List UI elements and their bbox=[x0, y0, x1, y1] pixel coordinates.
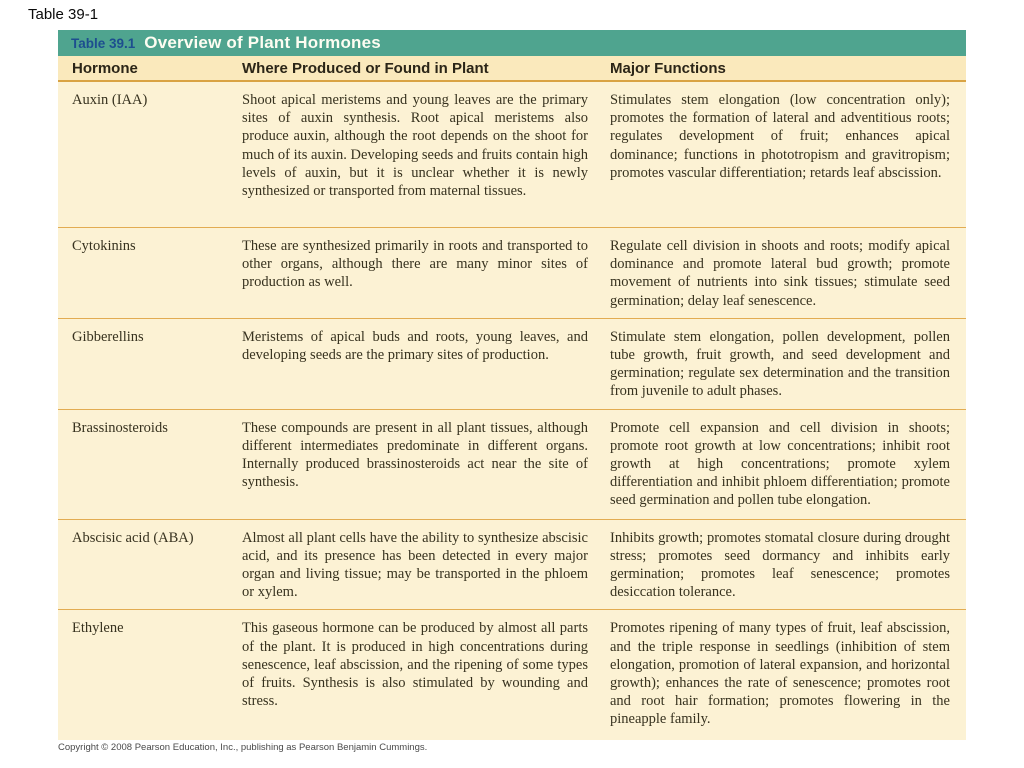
major-functions-cell: Promotes ripening of many types of fruit, leaf abscission, and the triple response in seedlings (inhibition of stem elongation, promotion of lateral expansion, and horizontal growth); enhances the rate of senescence; promotes root and root hair formation; promotes flowering in the pineapple family. bbox=[610, 620, 950, 728]
table-row-brassinosteroids bbox=[58, 410, 966, 520]
where-produced-cell: Shoot apical meristems and young leaves are the primary sites of auxin synthesis. Root apical meristems also produce auxin, although the root depends on the shoot for much of its auxin. Developing seeds and fruits contain high levels of auxin, but it is unclear whether it is newly synthesized or transported from maternal tissues. bbox=[242, 92, 588, 200]
copyright-notice: Copyright © 2008 Pearson Education, Inc., publishing as Pearson Benjamin Cummings. bbox=[58, 742, 428, 753]
where-produced-cell: These are synthesized primarily in roots and transported to other organs, although there are many minor sites of production as well. bbox=[242, 238, 588, 291]
where-produced-cell: This gaseous hormone can be produced by almost all parts of the plant. It is produced in high concentrations during senescence, leaf abscission, and the ripening of some types of fruits. Synthesis is also stimulated by wounding and stress. bbox=[242, 620, 588, 710]
table-row-gibberellins bbox=[58, 319, 966, 410]
table-row-auxin bbox=[58, 82, 966, 228]
table-title: Overview of Plant Hormones bbox=[144, 33, 381, 52]
major-functions-cell: Stimulate stem elongation, pollen development, pollen tube growth, fruit growth, and seed development and germination; regulate sex determination and the transition from juvenile to adult phases. bbox=[610, 328, 950, 400]
table-row-ethylene bbox=[58, 610, 966, 740]
column-headers-row bbox=[58, 56, 966, 82]
column-header-major-functions: Major Functions bbox=[610, 59, 726, 77]
hormone-name: Ethylene bbox=[72, 620, 124, 637]
hormone-name: Brassinosteroids bbox=[72, 419, 168, 436]
hormone-name: Gibberellins bbox=[72, 328, 144, 345]
slide-label: Table 39-1 bbox=[28, 6, 99, 23]
column-header-hormone: Hormone bbox=[72, 59, 138, 77]
where-produced-cell: Almost all plant cells have the ability to synthesize abscisic acid, and its presence has been detected in every major organ and living tissue; may be transported in the phloem or xylem. bbox=[242, 529, 588, 601]
hormone-name: Abscisic acid (ABA) bbox=[72, 529, 194, 546]
table-row-cytokinins bbox=[58, 228, 966, 319]
table-row-abscisic-acid bbox=[58, 520, 966, 611]
major-functions-cell: Inhibits growth; promotes stomatal closure during drought stress; promotes seed dormancy and inhibits early germination; promotes leaf senescence; promotes desiccation tolerance. bbox=[610, 529, 950, 601]
hormone-name: Auxin (IAA) bbox=[72, 92, 148, 108]
table-number: Table 39.1 bbox=[71, 35, 136, 51]
table-header-bar bbox=[58, 30, 966, 56]
hormone-name: Cytokinins bbox=[72, 238, 136, 254]
table-body bbox=[58, 82, 966, 740]
major-functions-cell: Stimulates stem elongation (low concentration only); promotes the formation of lateral and adventitious roots; regulates development of fruit; enhances apical dominance; functions in phototropism and gravitropism; promotes vascular differentiation; retards leaf abscission. bbox=[610, 92, 950, 181]
plant-hormones-table bbox=[58, 30, 966, 740]
major-functions-cell: Promote cell expansion and cell division in shoots; promote root growth at low concentrations; inhibit root growth at high concentrations; promote xylem differentiation and inhibit phloem differentiation; promote seed germination and pollen tube elongation. bbox=[610, 419, 950, 509]
where-produced-cell: These compounds are present in all plant tissues, although different intermediates predominate in different organs. Internally produced brassinosteroids act near the site of synthesis. bbox=[242, 419, 588, 491]
major-functions-cell: Regulate cell division in shoots and roots; modify apical dominance and promote lateral bud growth; promote movement of nutrients into sink tissues; stimulate seed germination; delay leaf senescence. bbox=[610, 238, 950, 309]
column-header-where-produced: Where Produced or Found in Plant bbox=[242, 59, 489, 77]
where-produced-cell: Meristems of apical buds and roots, young leaves, and developing seeds are the primary sites of production. bbox=[242, 328, 588, 364]
